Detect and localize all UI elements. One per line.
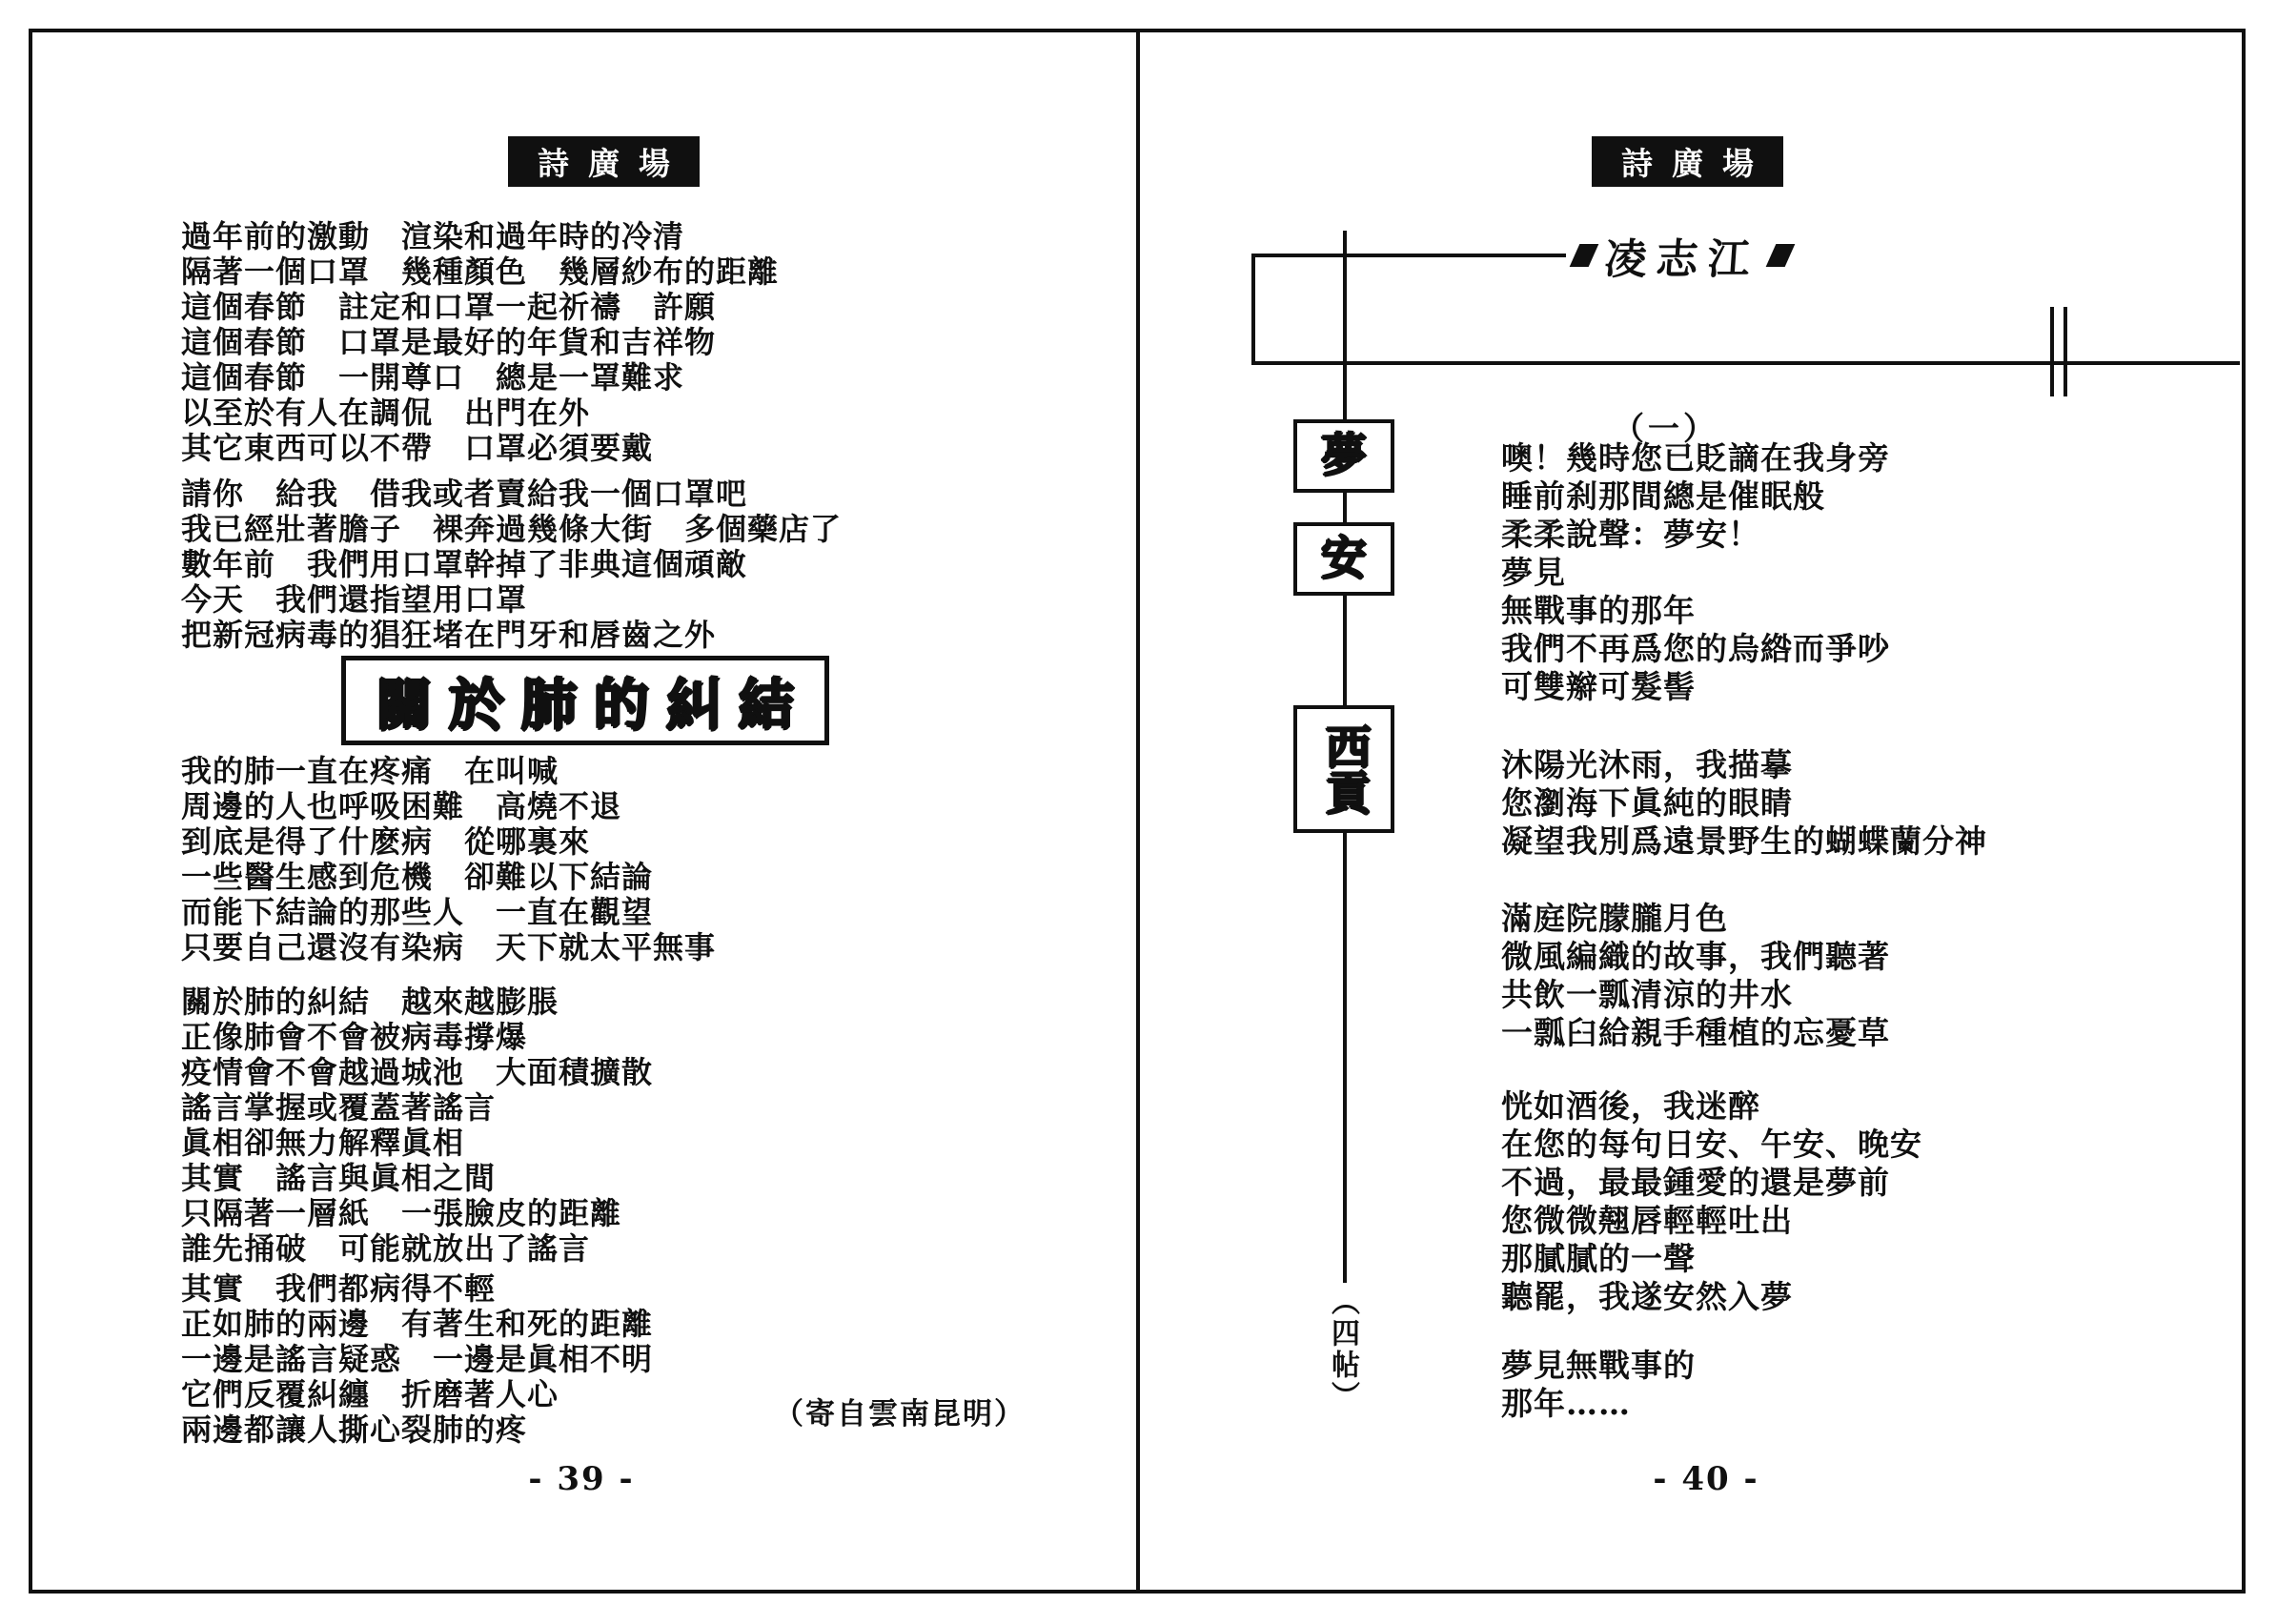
right-stanza-5	[1501, 1347, 1696, 1423]
poem-line: 我的肺一直在疼痛 在叫喊	[181, 753, 559, 789]
poem-line: 一瓢臼給親手種植的忘憂草	[1501, 1014, 1890, 1051]
poem-line: 把新冠病毒的猖狂堵在門牙和唇齒之外	[181, 617, 717, 653]
left-stanza-5	[181, 1271, 653, 1448]
poem-line: 我已經壯著膽子 裸奔過幾條大街 多個藥店了	[181, 511, 843, 547]
poem-line: 關於肺的糾結 越來越膨脹	[181, 984, 559, 1020]
left-stanza-3	[181, 754, 716, 965]
double-bar-icon	[2064, 307, 2067, 396]
poem-line: 過年前的激動 渲染和過年時的冷清	[181, 218, 685, 254]
left-stanza-4	[181, 985, 653, 1267]
poem-line: 那膩膩的一聲	[1501, 1240, 1696, 1277]
left-stanza-1	[181, 219, 779, 466]
poem-line: 這個春節 註定和口罩一起祈禱 許願	[181, 289, 717, 325]
poem-line: 正像肺會不會被病毒撐爆	[181, 1019, 528, 1055]
right-stanza-2	[1501, 746, 1987, 861]
poem-attribution: （寄自雲南昆明）	[774, 1397, 1026, 1431]
poem-line: 其實 謠言與眞相之間	[181, 1160, 497, 1196]
poem-line: 它們反覆糾纏 折磨著人心	[181, 1376, 559, 1412]
left-poem-title: 關於肺的糾結	[376, 673, 811, 738]
poem-line: 謠言掌握或覆蓋著謠言	[181, 1089, 497, 1126]
poem-line: 而能下結論的那些人 一直在觀望	[181, 894, 654, 930]
poem-line: 您微微翹唇輕輕吐出	[1501, 1202, 1793, 1239]
poem-line: 滿庭院朦朧月色	[1501, 900, 1728, 937]
poem-line: 其它東西可以不帶 口罩必須要戴	[181, 430, 654, 466]
poem-line: 數年前 我們用口罩幹掉了非典這個頑敵	[181, 546, 748, 582]
poem-line: 周邊的人也呼吸困難 高燒不退	[181, 788, 622, 824]
poem-line: 眞相卻無力解釋眞相	[181, 1125, 465, 1161]
poem-line: 誰先捅破 可能就放出了謠言	[181, 1230, 591, 1267]
poem-line: 在您的每句日安、午安、晚安	[1501, 1126, 1922, 1163]
poem-line: 只隔著一層紙 一張臉皮的距離	[181, 1195, 622, 1231]
double-bar-icon	[2050, 307, 2054, 396]
poem-line: 其實 我們都病得不輕	[181, 1270, 497, 1307]
poem-line: 我們不再爲您的烏綹而爭吵	[1501, 630, 1890, 667]
poem-line: 可雙辮可髮髻	[1501, 668, 1696, 705]
poem-line: 微風編織的故事，我們聽著	[1501, 938, 1890, 975]
section-marker: （一）	[1613, 410, 1718, 447]
poem-line: 睡前刹那間總是催眠般	[1501, 477, 1825, 515]
poem-line: 請你 給我 借我或者賣給我一個口罩吧	[181, 476, 748, 512]
right-stanza-1	[1501, 439, 1890, 706]
right-section-badge: 詩廣場	[1592, 136, 1783, 187]
left-poem-title-box	[341, 656, 829, 745]
poem-line: 夢見	[1501, 554, 1566, 591]
right-stanza-4	[1501, 1087, 1922, 1316]
poem-line: 一些醫生感到危機 卻難以下結論	[181, 859, 654, 895]
author-name: 凌志江	[1602, 235, 1761, 284]
poem-line: 這個春節 一開尊口 總是一罩難求	[181, 359, 685, 396]
poem-line: 疫情會不會越過城池 大面積擴散	[181, 1054, 654, 1090]
left-page-number: - 39 -	[528, 1460, 635, 1498]
poem-subtitle: （四帖）	[1326, 1287, 1359, 1412]
poem-line: 今天 我們還指望用口罩	[181, 581, 528, 618]
poem-line: 共飲一瓢清涼的井水	[1501, 976, 1793, 1013]
page-divider	[1136, 29, 1140, 1594]
poem-line: 不過，最最鍾愛的還是夢前	[1501, 1164, 1890, 1201]
title-char-box-3: 西貢	[1293, 705, 1394, 833]
poem-line: 以至於有人在調侃 出門在外	[181, 395, 591, 431]
poem-line: 這個春節 口罩是最好的年貨和吉祥物	[181, 324, 717, 360]
author-rule-horizontal	[1251, 254, 1566, 257]
poem-line: 一邊是謠言疑惑 一邊是眞相不明	[181, 1341, 654, 1377]
poem-line: 凝望我別爲遠景野生的蝴蝶蘭分神	[1501, 822, 1987, 860]
poem-line: 只要自己還沒有染病 天下就太平無事	[181, 929, 717, 965]
author-rule-corner	[1251, 254, 1255, 365]
poem-line: 隔著一個口罩 幾種顏色 幾層紗布的距離	[181, 254, 780, 290]
poem-line: 無戰事的那年	[1501, 592, 1696, 629]
poem-line: 聽罷，我遂安然入夢	[1501, 1278, 1793, 1315]
author-mark-icon	[1570, 244, 1599, 267]
poem-line: 兩邊都讓人撕心裂肺的疼	[181, 1411, 528, 1448]
poem-line: 正如肺的兩邊 有著生和死的距離	[181, 1306, 654, 1342]
poem-line: 噢！幾時您已貶謫在我身旁	[1501, 439, 1890, 477]
title-char-box-1: 夢	[1293, 419, 1394, 493]
poem-line: 那年……	[1501, 1385, 1631, 1422]
right-page-number: - 40 -	[1653, 1460, 1759, 1498]
header-rule-horizontal	[1251, 361, 2240, 365]
poem-line: 您瀏海下眞純的眼睛	[1501, 784, 1793, 822]
poem-line: 沐陽光沐雨，我描摹	[1501, 746, 1793, 783]
left-stanza-2	[181, 477, 842, 653]
author-row	[1575, 233, 1790, 284]
title-char-box-2: 安	[1293, 522, 1394, 596]
poem-line: 恍如酒後，我迷醉	[1501, 1087, 1760, 1125]
poem-line: 夢見無戰事的	[1501, 1347, 1696, 1384]
poem-line: 柔柔說聲：夢安！	[1501, 516, 1760, 553]
poem-line: 到底是得了什麽病 從哪裏來	[181, 823, 591, 860]
left-section-badge: 詩廣場	[508, 136, 700, 187]
right-stanza-3	[1501, 900, 1890, 1052]
